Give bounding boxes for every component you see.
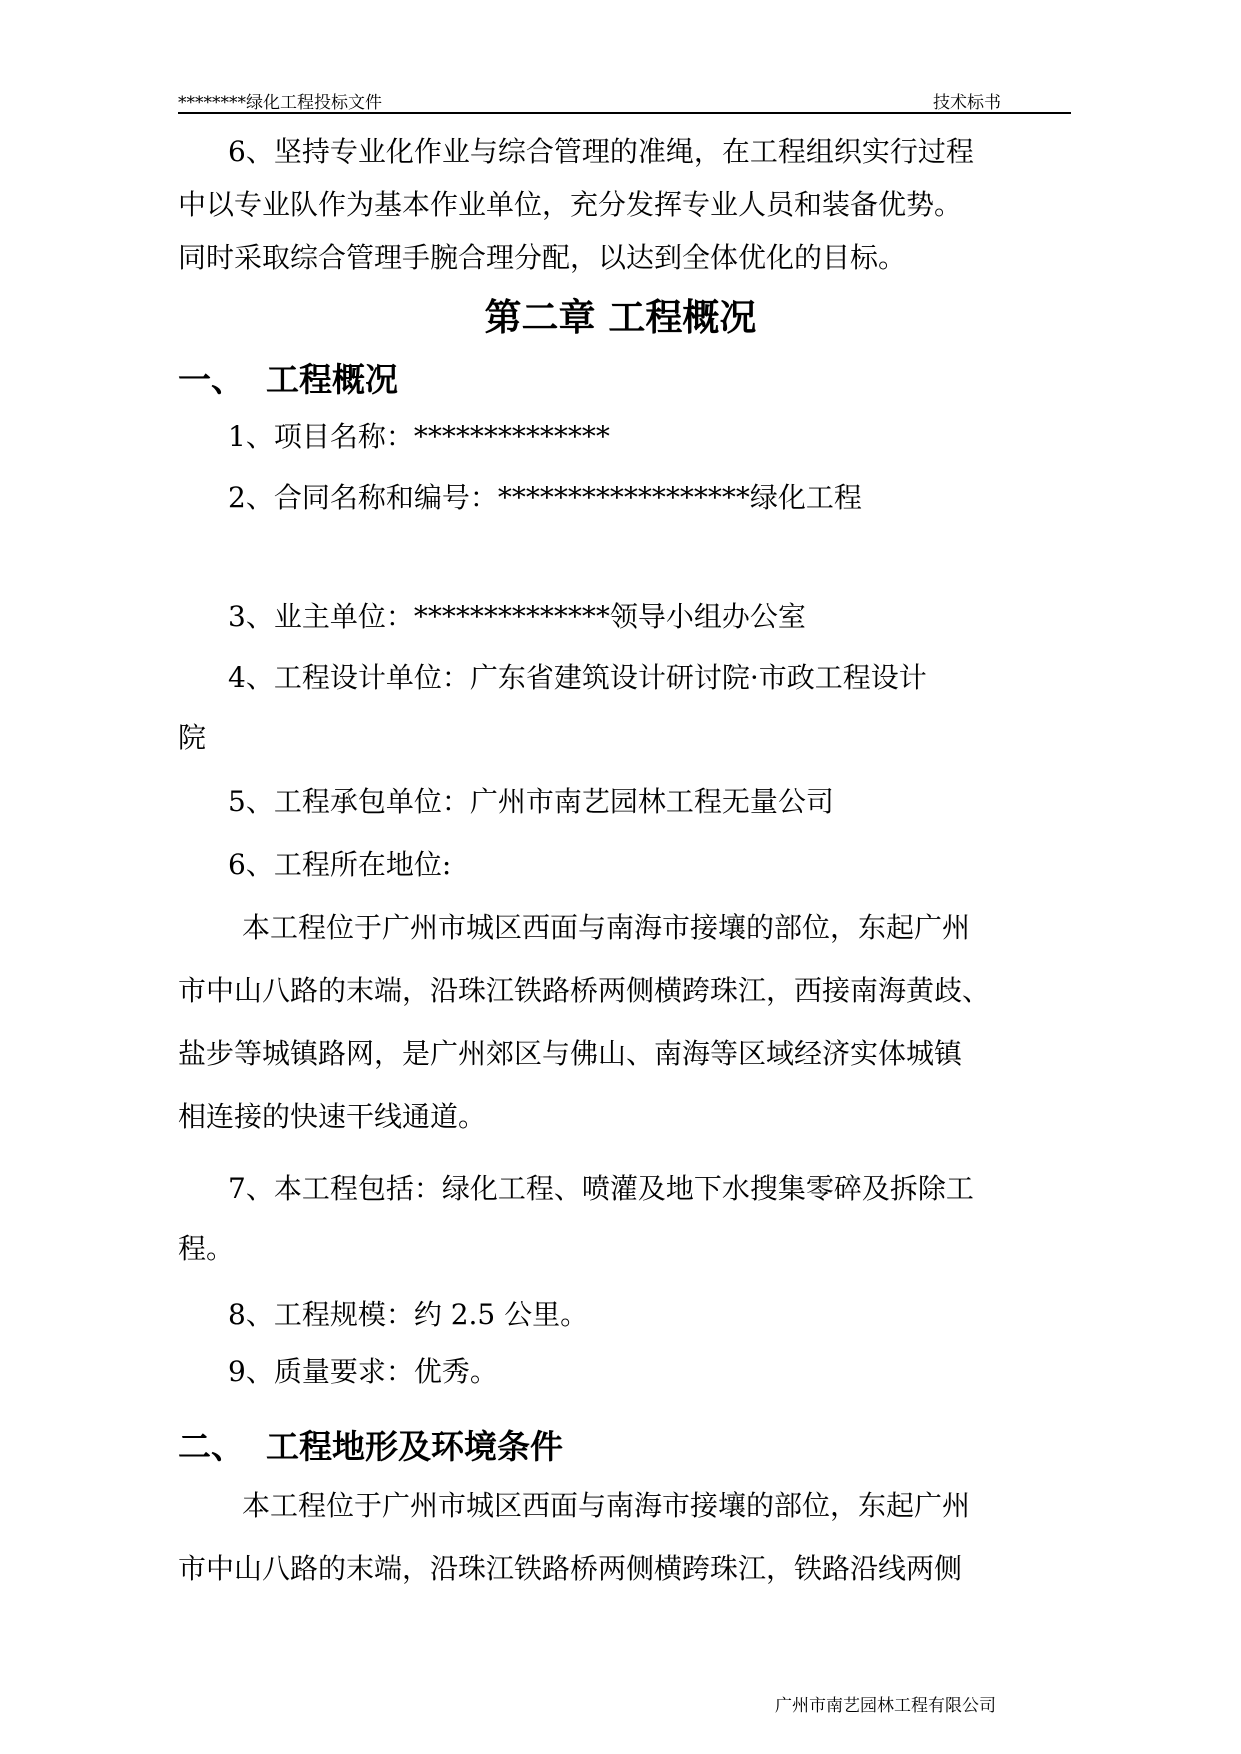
item-scale: 8、工程规模：约 2.5 公里。	[228, 1298, 589, 1331]
location-para-line-4: 相连接的快速干线通道。	[178, 1100, 487, 1133]
location-para-line-2: 市中山八路的末端，沿珠江铁路桥两侧横跨珠江，西接南海黄歧、	[178, 974, 991, 1007]
item-scope-line-2: 程。	[178, 1232, 235, 1265]
intro-line-1: 6、坚持专业化作业与综合管理的准绳，在工程组织实行过程	[228, 135, 974, 168]
chapter-title: 第二章 工程概况	[484, 295, 757, 339]
intro-line-2: 中以专业队作为基本作业单位，充分发挥专业人员和装备优势。	[178, 188, 963, 221]
item-project-name: 1、项目名称：**************	[228, 420, 610, 453]
item-scope-line-1: 7、本工程包括：绿化工程、喷灌及地下水搜集零碎及拆除工	[228, 1172, 974, 1205]
section-heading-1	[178, 354, 398, 401]
location-para-line-1: 本工程位于广州市城区西面与南海市接壤的部位，东起广州	[242, 911, 971, 944]
terrain-para-line-1: 本工程位于广州市城区西面与南海市接壤的部位，东起广州	[242, 1489, 971, 1522]
item-contract-name: 2、合同名称和编号：******************绿化工程	[228, 481, 862, 514]
item-contractor: 5、工程承包单位：广州市南艺园林工程无量公司	[228, 785, 834, 818]
item-location-label: 6、工程所在地位:	[228, 848, 452, 881]
terrain-para-line-2: 市中山八路的末端，沿珠江铁路桥两侧横跨珠江，铁路沿线两侧	[178, 1552, 963, 1585]
item-quality: 9、质量要求：优秀。	[228, 1355, 498, 1388]
page-header	[178, 88, 1071, 114]
item-designer-line-2: 院	[178, 721, 207, 754]
header-doc-type: 技术标书	[933, 93, 1001, 113]
intro-line-3: 同时采取综合管理手腕合理分配，以达到全体优化的目标。	[178, 241, 907, 274]
location-para-line-3: 盐步等城镇路网，是广州郊区与佛山、南海等区域经济实体城镇	[178, 1037, 963, 1070]
item-owner: 3、业主单位：**************领导小组办公室	[228, 600, 806, 633]
section-heading-2	[178, 1421, 563, 1468]
section-number: 二、	[178, 1427, 244, 1466]
section-number: 一、	[178, 360, 244, 399]
page-footer: 广州市南艺园林工程有限公司	[775, 1696, 996, 1716]
section-title: 工程地形及环境条件	[266, 1427, 563, 1466]
item-designer-line-1: 4、工程设计单位：广东省建筑设计研讨院·市政工程设计	[228, 661, 927, 694]
section-title: 工程概况	[266, 360, 398, 399]
header-doc-title: ********绿化工程投标文件	[178, 93, 382, 113]
